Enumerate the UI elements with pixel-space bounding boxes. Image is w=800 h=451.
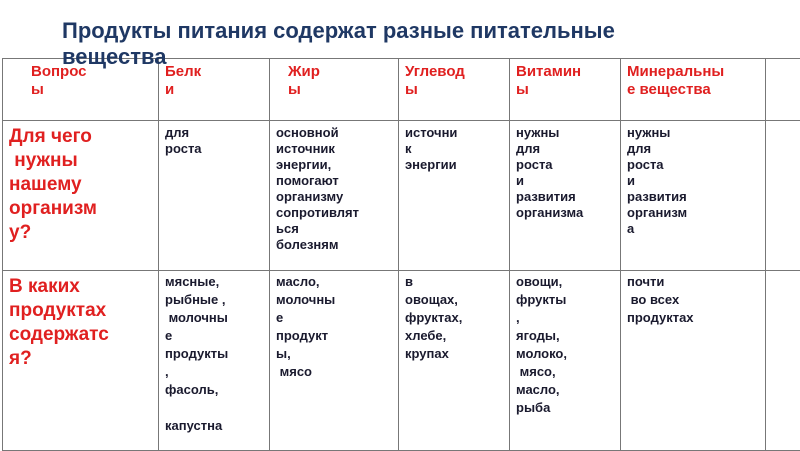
cell-text-line: ы xyxy=(9,81,152,99)
cell-text-line: продуктах xyxy=(627,309,759,327)
cell-minerals-purpose xyxy=(621,121,766,271)
cell-text-line: к xyxy=(405,141,503,157)
cell-text-line: сопротивлят xyxy=(276,205,392,221)
cell-text-line: В каких xyxy=(9,275,152,299)
cell-text-line: мясо xyxy=(276,363,392,381)
header-empty xyxy=(766,59,800,121)
cell-text-line: организму xyxy=(276,189,392,205)
cell-text-line: источни xyxy=(405,125,503,141)
cell-text-line: овощи, xyxy=(516,273,614,291)
cell-text-line: молочны xyxy=(276,291,392,309)
cell-text-line xyxy=(772,63,800,81)
cell-text-line: ы xyxy=(276,81,392,99)
cell-fats-purpose xyxy=(270,121,399,271)
cell-text-line: и xyxy=(165,81,263,99)
cell-proteins-purpose xyxy=(159,121,270,271)
cell-text-line xyxy=(772,275,800,291)
cell-text-line: крупах xyxy=(405,345,503,363)
cell-text-line: организма xyxy=(516,205,614,221)
row-purpose xyxy=(3,121,800,271)
cell-text-line: для xyxy=(165,125,263,141)
row-sources xyxy=(3,271,800,451)
cell-text-line: болезням xyxy=(276,237,392,253)
cell-text-line: нужны xyxy=(516,125,614,141)
cell-text-line: я? xyxy=(9,347,152,371)
cell-text-line: фруктах, xyxy=(405,309,503,327)
cell-text-line: молочны xyxy=(165,309,263,327)
cell-text-line: овощах, xyxy=(405,291,503,309)
cell-text-line: фрукты xyxy=(516,291,614,309)
cell-text-line: ься xyxy=(276,221,392,237)
cell-text-line: Углевод xyxy=(405,63,503,81)
cell-text-line: рыба xyxy=(516,399,614,417)
cell-text-line: продукт xyxy=(276,327,392,345)
cell-text-line: организм xyxy=(9,197,152,221)
title-line-1: Продукты питания содержат разные питательные xyxy=(62,18,762,44)
cell-text-line: продуктах xyxy=(9,299,152,323)
cell-text-line: е xyxy=(165,327,263,345)
cell-text-line: е xyxy=(276,309,392,327)
cell-vitamins-purpose xyxy=(510,121,621,271)
cell-text-line: у? xyxy=(9,221,152,245)
cell-text-line: в xyxy=(405,273,503,291)
cell-text-line xyxy=(165,399,263,417)
cell-text-line: хлебе, xyxy=(405,327,503,345)
cell-vitamins-sources xyxy=(510,271,621,451)
cell-text-line: мясные, xyxy=(165,273,263,291)
cell-text-line: роста xyxy=(627,157,759,173)
cell-text-line: капустна xyxy=(165,417,263,435)
cell-text-line: Вопрос xyxy=(9,63,152,81)
cell-text-line: развития xyxy=(627,189,759,205)
cell-text-line: Для чего xyxy=(9,125,152,149)
cell-text-line: организм xyxy=(627,205,759,221)
cell-text-line: Витамин xyxy=(516,63,614,81)
cell-proteins-sources xyxy=(159,271,270,451)
cell-text-line: ы xyxy=(516,81,614,99)
cell-text-line: источник xyxy=(276,141,392,157)
cell-text-line: для xyxy=(516,141,614,157)
question-sources xyxy=(3,271,159,451)
slide-title xyxy=(62,18,762,70)
cell-text-line: нужны xyxy=(627,125,759,141)
cell-text-line: ягоды, xyxy=(516,327,614,345)
cell-empty-purpose xyxy=(766,121,800,271)
cell-text-line: а xyxy=(627,221,759,237)
cell-text-line: энергии, xyxy=(276,157,392,173)
cell-text-line: роста xyxy=(516,157,614,173)
cell-text-line: масло, xyxy=(276,273,392,291)
cell-text-line: Минеральны xyxy=(627,63,759,81)
cell-text-line: фасоль, xyxy=(165,381,263,399)
cell-text-line: основной xyxy=(276,125,392,141)
cell-text-line: е вещества xyxy=(627,81,759,99)
cell-text-line: масло, xyxy=(516,381,614,399)
title-line-2: вещества xyxy=(62,44,762,70)
cell-carbohydrates-sources xyxy=(399,271,510,451)
cell-text-line: ы, xyxy=(276,345,392,363)
cell-text-line: почти xyxy=(627,273,759,291)
cell-text-line: Белк xyxy=(165,63,263,81)
cell-fats-sources xyxy=(270,271,399,451)
cell-text-line: Жир xyxy=(276,63,392,81)
nutrients-table xyxy=(2,58,800,451)
cell-text-line: развития xyxy=(516,189,614,205)
cell-text-line: мясо, xyxy=(516,363,614,381)
cell-text-line: и xyxy=(627,173,759,189)
cell-text-line: роста xyxy=(165,141,263,157)
cell-text-line: энергии xyxy=(405,157,503,173)
cell-text-line: нужны xyxy=(9,149,152,173)
cell-text-line: ы xyxy=(405,81,503,99)
cell-text-line: содержатс xyxy=(9,323,152,347)
cell-text-line: и xyxy=(516,173,614,189)
cell-text-line: продукты xyxy=(165,345,263,363)
question-purpose xyxy=(3,121,159,271)
cell-carbohydrates-purpose xyxy=(399,121,510,271)
cell-text-line: рыбные , xyxy=(165,291,263,309)
cell-text-line: , xyxy=(165,363,263,381)
cell-text-line: для xyxy=(627,141,759,157)
cell-text-line: , xyxy=(516,309,614,327)
cell-text-line: нашему xyxy=(9,173,152,197)
cell-text-line: помогают xyxy=(276,173,392,189)
cell-minerals-sources xyxy=(621,271,766,451)
cell-text-line xyxy=(772,125,800,141)
cell-text-line: во всех xyxy=(627,291,759,309)
cell-text-line: молоко, xyxy=(516,345,614,363)
cell-empty-sources xyxy=(766,271,800,451)
